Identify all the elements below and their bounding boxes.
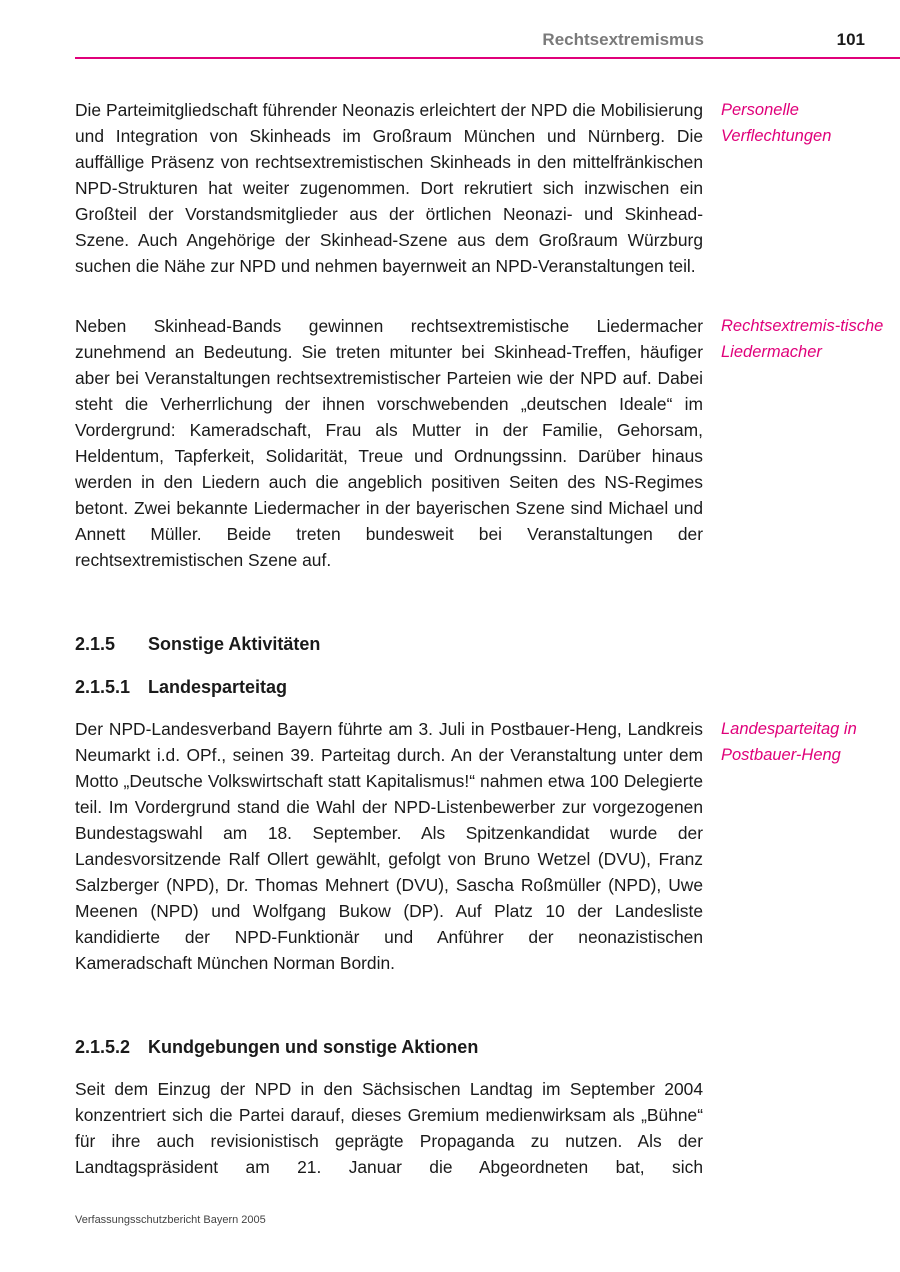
section-title: Sonstige Aktivitäten bbox=[148, 634, 321, 654]
running-title: Rechtsextremismus bbox=[542, 30, 704, 49]
section-heading-2-1-5 bbox=[75, 631, 320, 657]
margin-note-songwriters: Rechtsextremis-tische Liedermacher bbox=[721, 317, 884, 361]
section-number: 2.1.5.2 bbox=[75, 1037, 131, 1057]
paragraph-party-congress: Der NPD-Landesverband Bayern führte am 3. Juli in Postbauer-Heng, Landkreis Neumarkt i.d. OPf., seinen 39. Parteitag durch. An der Veranstaltung unter dem Motto „Deutsche Volkswirtschaft statt Kapitalismus!“ nahmen etwa 100 Delegierte teil. Im Vordergrund stand die Wahl der NPD-Listenbewerber zur vorgezogenen Bundestagswahl am 18. September. Als Spitzenkandidat wurde der Landesvorsitzende Ralf Ollert gewählt, gefolgt von Bruno Wetzel (DVU), Franz Salzberger (NPD), Dr. Thomas Mehnert (DVU), Sascha Roßmüller (NPD), Uwe Meenen (NPD) und Wolfgang Bukow (DP). Auf Platz 10 der Landesliste kandidierte der NPD-Funktionär und Anführer der neonazistischen Kameradschaft München Norman Bordin. bbox=[75, 719, 703, 973]
paragraph-rallies: Seit dem Einzug der NPD in den Sächsischen Landtag im September 2004 konzentriert sich die Partei darauf, dieses Gremium medienwirksam als „Bühne“ für ihre auch revisionistisch geprägte Propaganda zu nutzen. Als der Landtagspräsident am 21. Januar die Abgeordneten bat, sich bbox=[75, 1079, 703, 1177]
section-number: 2.1.5.1 bbox=[75, 677, 131, 697]
section-number: 2.1.5 bbox=[75, 634, 116, 654]
section-heading-2-1-5-2 bbox=[75, 1034, 478, 1060]
section-title: Kundgebungen und sonstige Aktionen bbox=[148, 1037, 479, 1057]
page-number: 101 bbox=[836, 30, 865, 49]
section-title: Landesparteitag bbox=[148, 677, 288, 697]
paragraph-songwriters: Neben Skinhead-Bands gewinnen rechtsextremistische Liedermacher zunehmend an Bedeutung. Sie treten mitunter bei Skinhead-Treffen, häufiger aber bei Veranstaltungen rechtsextremistischer Parteien wie der NPD auf. Dabei steht die Verherrlichung der ihnen vorschwebenden „deutschen Ideale“ im Vordergrund: Kameradschaft, Frau als Mutter in der Familie, Gehorsam, Heldentum, Tapferkeit, Solidarität, Treue und Ordnungssinn. Darüber hinaus werden in den Liedern auch die angeblich positiven Seiten des NS-Regimes betont. Zwei bekannte Liedermacher in der bayerischen Szene sind Michael und Annett Müller. Beide treten bundesweit bei Veranstaltungen der rechtsextremistischen Szene auf. bbox=[75, 316, 703, 570]
section-heading-2-1-5-1 bbox=[75, 674, 287, 700]
margin-note-party-congress: Landesparteitag in Postbauer-Heng bbox=[721, 720, 857, 764]
paragraph-personnel-links: Die Parteimitgliedschaft führender Neonazis erleichtert der NPD die Mobilisierung und Integration von Skinheads im Großraum München und Nürnberg. Die auffällige Präsenz von rechtsextremistischen Skinheads in den mittelfränkischen NPD-Strukturen hat weiter zugenommen. Dort rekrutiert sich inzwischen ein Großteil der Vorstandsmitglieder aus der örtlichen Neonazi- und Skinhead-Szene. Auch Angehörige der Skinhead-Szene aus dem Großraum Würzburg suchen die Nähe zur NPD und nehmen bayernweit an NPD-Veranstaltungen teil. bbox=[75, 100, 703, 276]
page-footer: Verfassungsschutzbericht Bayern 2005 bbox=[75, 1214, 266, 1226]
margin-note-personnel: Personelle Verflechtungen bbox=[721, 101, 832, 145]
page-header bbox=[75, 28, 900, 59]
